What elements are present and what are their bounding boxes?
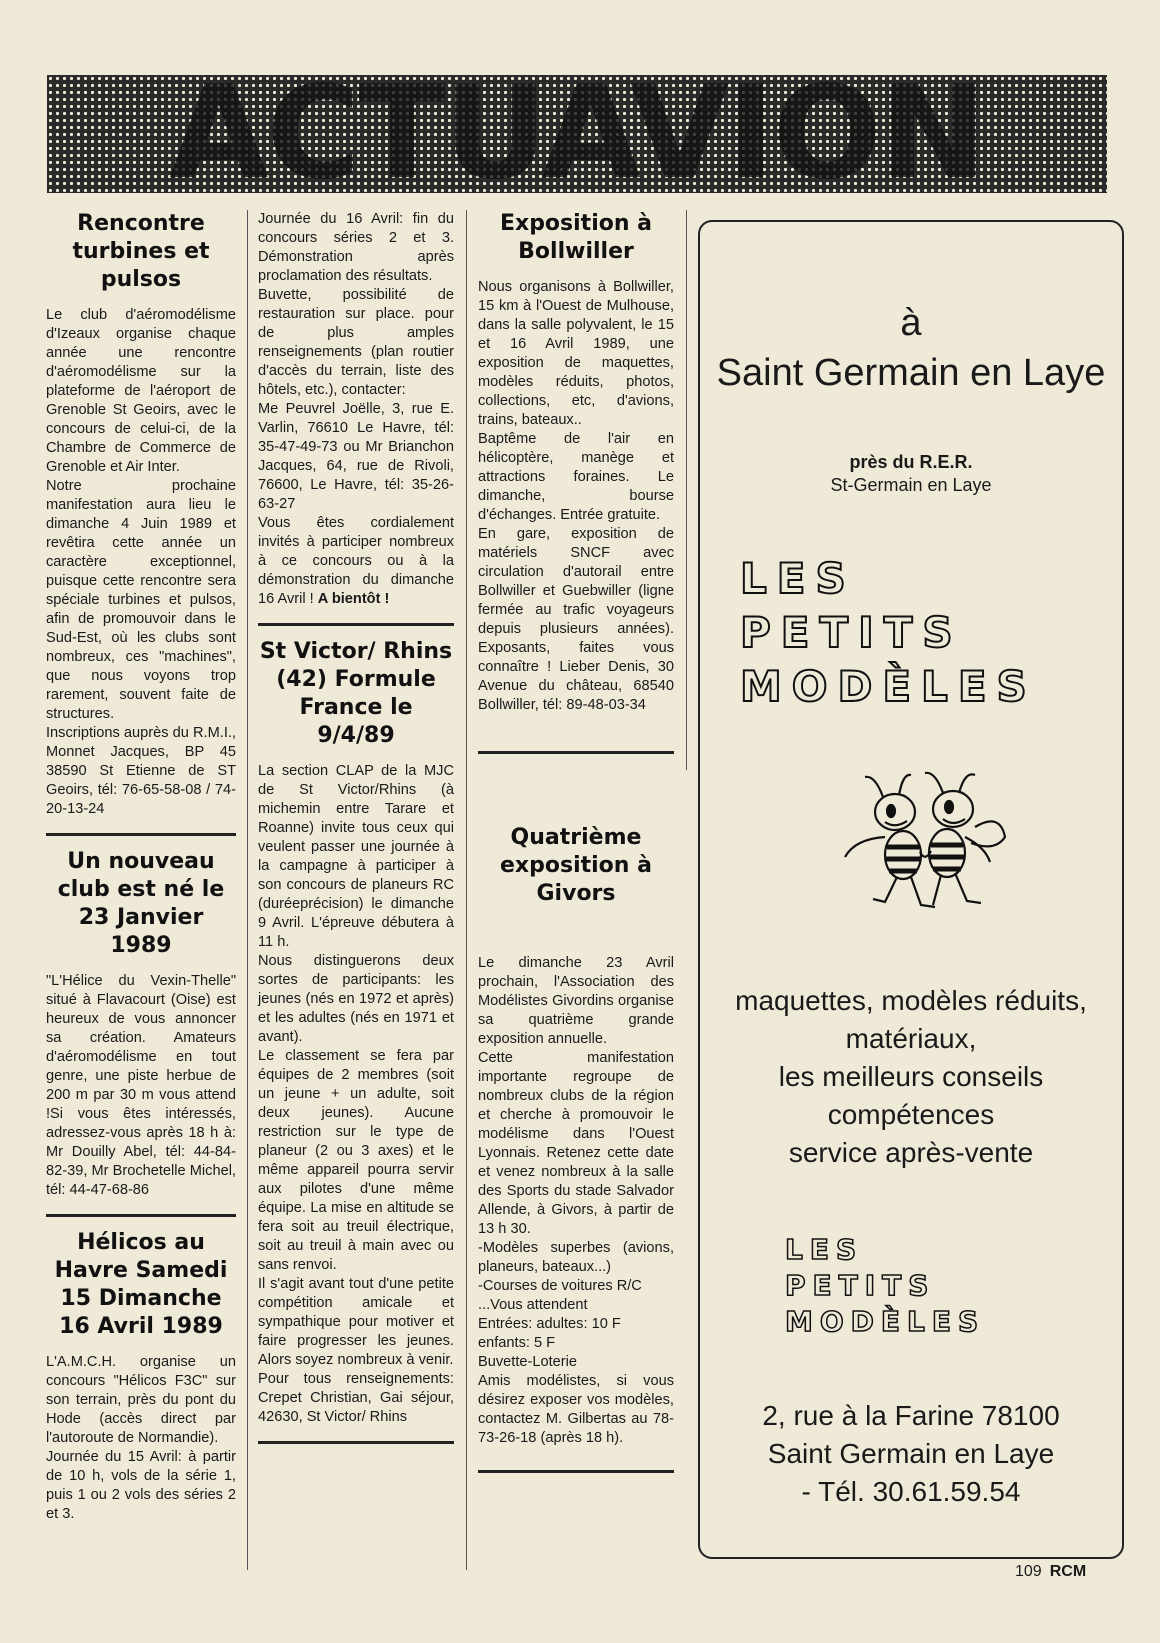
article-title: Un nouveau club est né le 23 Janvier 1989 (57, 849, 225, 958)
section-rule (258, 623, 454, 626)
article-paragraph: Baptême de l'air en hélicoptère, manège et attractions foraines. Le dimanche, bourse d'échanges. Entrée gratuite. (478, 431, 674, 523)
page-footer (1015, 1563, 1086, 1581)
column-3 (478, 210, 674, 1485)
article-paragraph: Journée du 15 Avril: à partir de 10 h, vols de la série 1, puis 1 ou 2 vols des séries 2 et 3. (46, 1449, 236, 1522)
ad-city: Saint Germain en Laye (716, 352, 1106, 394)
logo-line: MODÈLES (740, 662, 1037, 711)
article-title: St Victor/ Rhins (42) Formule France le 9/4/89 (259, 639, 453, 748)
closing-text: A bientôt ! (317, 591, 390, 607)
bees-illustration (825, 767, 1015, 917)
article-paragraph-text: Vous êtes cordialement invités à participer nombreux à ce concours ou à la démonstration du dimanche 16 Avril ! (258, 515, 454, 607)
service-line: les meilleurs conseils (778, 1061, 1044, 1092)
column-divider (247, 210, 248, 1570)
service-line: matériaux, (845, 1023, 977, 1054)
address-line: Saint Germain en Laye (767, 1438, 1055, 1469)
magazine-name: RCM (1049, 1563, 1087, 1580)
article-paragraph: Nous organisons à Bollwiller, 15 km à l'Ouest de Mulhouse, dans la salle polyvalent, le 15 et 16 Avril 1989, une exposition de maquettes, modèles réduits, photos, collections, etc, d'avions, trains, bateaux.. (478, 279, 674, 428)
column-2 (258, 210, 454, 1456)
article-title: Hélicos au Havre Samedi 15 Dimanche 16 Avril 1989 (54, 1230, 228, 1339)
banner-title: ACTUAVION (169, 75, 985, 193)
article-paragraph: Nous distinguerons deux sortes de participants: les jeunes (nés en 1972 et après) et les adultes (nés en 1971 et avant). (258, 953, 454, 1045)
article-paragraph (258, 514, 454, 609)
article-paragraph: -Courses de voitures R/C (478, 1278, 642, 1294)
article-paragraph: Le club d'aéromodélisme d'Izeaux organise chaque année une rencontre d'aéromodélisme sur la plateforme de l'aéroport de Grenoble St Geoirs, avec le concours de celui-ci, de la Chambre de Commerce de Grenoble et Air Inter. (46, 307, 236, 475)
section-rule (46, 1214, 236, 1217)
service-line: maquettes, modèles réduits, (735, 985, 1087, 1016)
article-paragraph: La section CLAP de la MJC de St Victor/Rhins (à michemin entre Tarare et Roanne) invite tous ceux qui veulent passer une journée à la campagne à participer à son concours de planeurs RC (duréeprécision) le dimanche 9 Avril. L'épreuve débutera à 11 h. (258, 763, 454, 950)
article-paragraph: En gare, exposition de matériels SNCF avec circulation d'autorail entre Bollwiller et Guebwiller (ligne fermée au trafic voyageurs depuis plusieurs années). Exposants, faites vous connaître ! Lieber Denis, 30 Avenue du château, 68540 Bollwiller, tél: 89-48-03-34 (478, 526, 674, 713)
ad-address (700, 1397, 1122, 1511)
column-divider (466, 210, 467, 1570)
article-paragraph: "L'Hélice du Vexin-Thelle" situé à Flavacourt (Oise) est heureux de vous annoncer sa création. Amateurs d'aéromodélisme en tout genre, une piste herbue de 200 m par 30 m vous attend !Si vous êtes intéressés, adressez-vous après 18 h à: Mr Douilly Abel, tél: 44-84-82-39, Mr Brochetelle Michel, tél: 44-47-68-86 (46, 973, 236, 1198)
service-line: compétences (827, 1099, 995, 1130)
article-title: Quatrième exposition à Givors (500, 825, 652, 906)
article-paragraph: L'A.M.C.H. organise un concours "Hélicos F3C" sur son terrain, près du pont du Hode (accès direct par l'autoroute de Normandie). (46, 1354, 236, 1446)
article-paragraph: Le dimanche 23 Avril prochain, l'Association des Modélistes Givordins organise sa quatrième grande exposition annuelle. (478, 955, 674, 1047)
article-paragraph: -Modèles superbes (avions, planeurs, bateaux...) (478, 1240, 674, 1275)
ad-a: à (900, 302, 922, 344)
address-line: 2, rue à la Farine 78100 (762, 1400, 1060, 1431)
shop-logo-small (785, 1232, 985, 1340)
column-divider (686, 210, 687, 770)
logo-line: MODÈLES (785, 1305, 986, 1338)
article-paragraph: Il s'agit avant tout d'une petite compétition amicale et sympathique pour motiver et faire progresser les jeunes. Alors soyez nombreux à venir. (258, 1276, 454, 1368)
actuavion-banner (47, 75, 1107, 193)
shop-logo (740, 552, 1037, 714)
section-rule (258, 1441, 454, 1444)
service-line: service après-vente (788, 1137, 1034, 1168)
logo-line: LES (740, 554, 856, 603)
article-paragraph: Le classement se fera par équipes de 2 membres (soit un jeune + un adulte, soit deux jeunes). Aucune restriction sur le type de planeur (2 ou 3 axes) et le même appareil pourra servir aux pilotes d'une même équipe. La mise en altitude se fera soit au treuil électrique, soit au treuil à main avec ou sans renvoi. (258, 1048, 454, 1273)
article-paragraph: Amis modélistes, si vous désirez exposer vos modèles, contactez M. Gilbertas au 78-73-26-18 (après 18 h). (478, 1373, 674, 1446)
article-paragraph: Inscriptions auprès du R.M.I., Monnet Jacques, BP 45 38590 St Etienne de ST Geoirs, tél: 76-65-58-08 / 74-20-13-24 (46, 725, 236, 817)
article-paragraph: Journée du 16 Avril: fin du concours séries 2 et 3. Démonstration après proclamation des résultats. (258, 211, 454, 284)
section-rule (478, 1470, 674, 1473)
article-paragraph: Buvette-Loterie (478, 1354, 577, 1370)
article-paragraph: Entrées: adultes: 10 F (478, 1316, 621, 1332)
logo-line: PETITS (785, 1269, 936, 1302)
article-paragraph: Pour tous renseignements: Crepet Christian, Gai séjour, 42630, St Victor/ Rhins (258, 1371, 454, 1425)
address-line: - Tél. 30.61.59.54 (801, 1476, 1021, 1507)
ad-near-line2: St-Germain en Laye (830, 475, 992, 495)
column-1 (46, 210, 236, 1524)
article-title: Exposition à Bollwiller (499, 211, 653, 264)
shop-advertisement (698, 220, 1124, 1559)
logo-line: PETITS (740, 608, 963, 657)
article-paragraph: enfants: 5 F (478, 1335, 556, 1351)
article-paragraph: Notre prochaine manifestation aura lieu le dimanche 4 Juin 1989 et revêtira cette année un caractère exceptionnel, puisque cette rencontre sera spéciale turbines et pulsos, afin de promouvoir dans le Sud-Est, où les clubs sont nombreux, ces "machines", que nous voyons trop rarement, souvent faite de structures. (46, 478, 236, 722)
ad-services (700, 982, 1122, 1172)
article-title: Rencontre turbines et pulsos (72, 211, 210, 292)
logo-line: LES (785, 1233, 864, 1266)
ad-near-line1: près du R.E.R. (849, 452, 973, 472)
article-paragraph: ...Vous attendent (478, 1297, 588, 1313)
section-rule (46, 833, 236, 836)
article-paragraph: Buvette, possibilité de restauration sur place. pour de plus amples renseignements (plan routier d'accès du terrain, liste des hôtels, etc.), contacter: (258, 287, 454, 398)
article-paragraph: Cette manifestation importante regroupe de nombreux clubs de la région et cherche à promouvoir le modélisme dans l'Ouest Lyonnais. Retenez cette date et venez nombreux à la salle des Sports du stade Salvador Allende, à Givors, à partir de 13 h 30. (478, 1050, 674, 1237)
article-paragraph: Me Peuvrel Joëlle, 3, rue E. Varlin, 76610 Le Havre, tél: 35-47-49-73 ou Mr Brianchon Jacques, 64, rue de Rivoli, 76600, Le Havre, tél: 35-26-63-27 (258, 401, 454, 512)
page-number: 109 (1015, 1563, 1042, 1580)
